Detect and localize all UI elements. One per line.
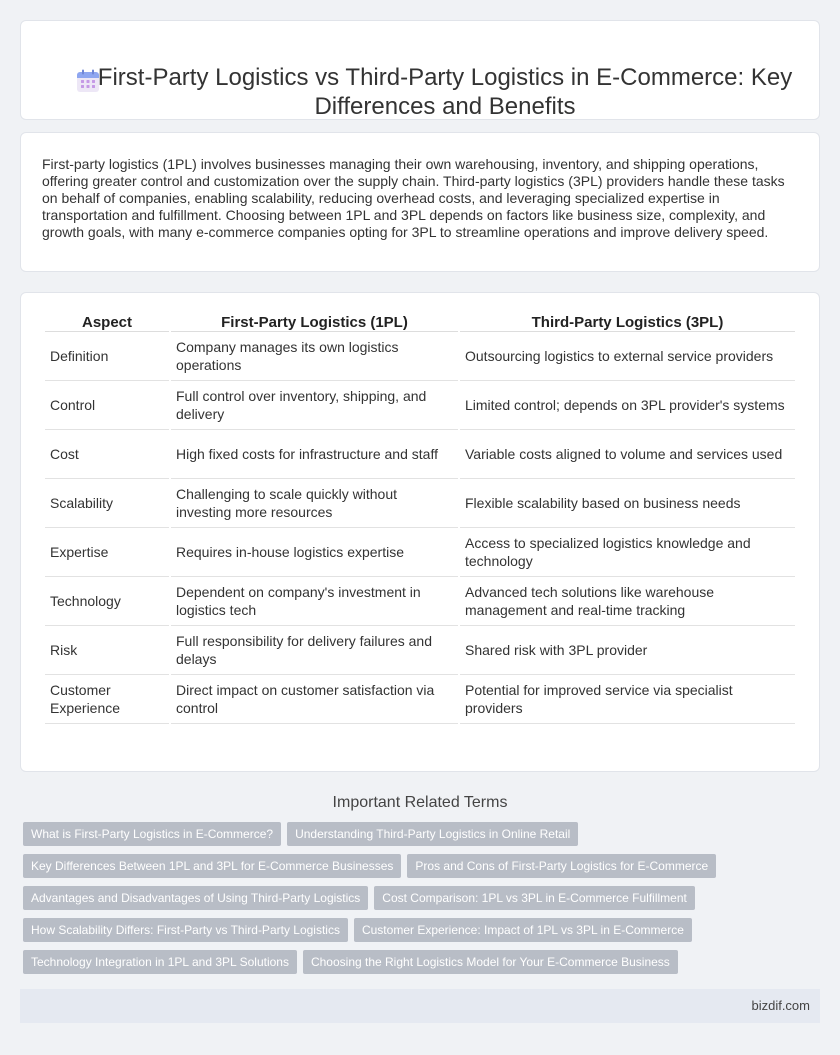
comparison-table-card (20, 292, 820, 772)
row-aspect: Risk (45, 626, 169, 675)
related-term-link[interactable]: What is First-Party Logistics in E-Commerce? (23, 822, 281, 846)
related-term-link[interactable]: Advantages and Disadvantages of Using Third-Party Logistics (23, 886, 368, 910)
row-1pl: Dependent on company's investment in logistics tech (171, 577, 458, 626)
related-term-link[interactable]: Technology Integration in 1PL and 3PL Solutions (23, 950, 297, 974)
related-terms-title: Important Related Terms (332, 794, 508, 811)
header-1pl: First-Party Logistics (1PL) (171, 311, 458, 332)
row-1pl: Company manages its own logistics operations (171, 332, 458, 381)
footer-site-link[interactable]: bizdif.com (751, 998, 810, 1013)
header-card (20, 20, 820, 120)
table-row (45, 528, 795, 577)
related-terms-list (0, 822, 840, 982)
related-term-link[interactable]: Pros and Cons of First-Party Logistics for E-Commerce (407, 854, 716, 878)
row-1pl: Full control over inventory, shipping, and delivery (171, 381, 458, 430)
header-aspect: Aspect (45, 311, 169, 332)
related-term-link[interactable]: Customer Experience: Impact of 1PL vs 3PL in E-Commerce (354, 918, 692, 942)
row-aspect: Scalability (45, 479, 169, 528)
row-aspect: Technology (45, 577, 169, 626)
summary-card (20, 132, 820, 272)
summary-text: First-party logistics (1PL) involves businesses managing their own warehousing, inventory, and shipping operations, offering greater control and customization over the supply chain. Third-party logistics (3PL) providers handle these tasks on behalf of companies, enabling scalability, reducing overhead costs, and leveraging specialized expertise in transportation and fulfillment. Choosing between 1PL and 3PL depends on factors like business size, complexity, and growth goals, with many e-commerce companies opting for 3PL to streamline operations and improve delivery speed. (42, 156, 785, 240)
row-aspect: Expertise (45, 528, 169, 577)
row-aspect: Control (45, 381, 169, 430)
row-3pl: Potential for improved service via specialist providers (460, 675, 795, 724)
row-3pl: Advanced tech solutions like warehouse management and real-time tracking (460, 577, 795, 626)
row-1pl: Requires in-house logistics expertise (171, 528, 458, 577)
table-row (45, 577, 795, 626)
table-header-row (45, 311, 795, 332)
row-aspect: Customer Experience (45, 675, 169, 724)
row-3pl: Access to specialized logistics knowledge and technology (460, 528, 795, 577)
row-aspect: Cost (45, 430, 169, 479)
table-row (45, 626, 795, 675)
table-row (45, 675, 795, 724)
row-3pl: Variable costs aligned to volume and services used (460, 430, 795, 479)
page-title: First-Party Logistics vs Third-Party Logistics in E-Commerce: Key Differences and Benefits (97, 64, 793, 120)
row-1pl: Challenging to scale quickly without investing more resources (171, 479, 458, 528)
table-row (45, 381, 795, 430)
footer (20, 989, 820, 1023)
related-term-link[interactable]: How Scalability Differs: First-Party vs Third-Party Logistics (23, 918, 348, 942)
row-aspect: Definition (45, 332, 169, 381)
row-1pl: Direct impact on customer satisfaction via control (171, 675, 458, 724)
comparison-table (43, 311, 797, 724)
related-term-link[interactable]: Understanding Third-Party Logistics in Online Retail (287, 822, 578, 846)
related-term-link[interactable]: Cost Comparison: 1PL vs 3PL in E-Commerce Fulfillment (374, 886, 695, 910)
row-1pl: High fixed costs for infrastructure and staff (171, 430, 458, 479)
related-term-link[interactable]: Choosing the Right Logistics Model for Your E-Commerce Business (303, 950, 678, 974)
row-3pl: Flexible scalability based on business needs (460, 479, 795, 528)
row-1pl: Full responsibility for delivery failures and delays (171, 626, 458, 675)
header-3pl: Third-Party Logistics (3PL) (460, 311, 795, 332)
row-3pl: Limited control; depends on 3PL provider's systems (460, 381, 795, 430)
table-row (45, 332, 795, 381)
table-row (45, 479, 795, 528)
row-3pl: Shared risk with 3PL provider (460, 626, 795, 675)
table-row (45, 430, 795, 479)
related-term-link[interactable]: Key Differences Between 1PL and 3PL for E-Commerce Businesses (23, 854, 401, 878)
row-3pl: Outsourcing logistics to external service providers (460, 332, 795, 381)
